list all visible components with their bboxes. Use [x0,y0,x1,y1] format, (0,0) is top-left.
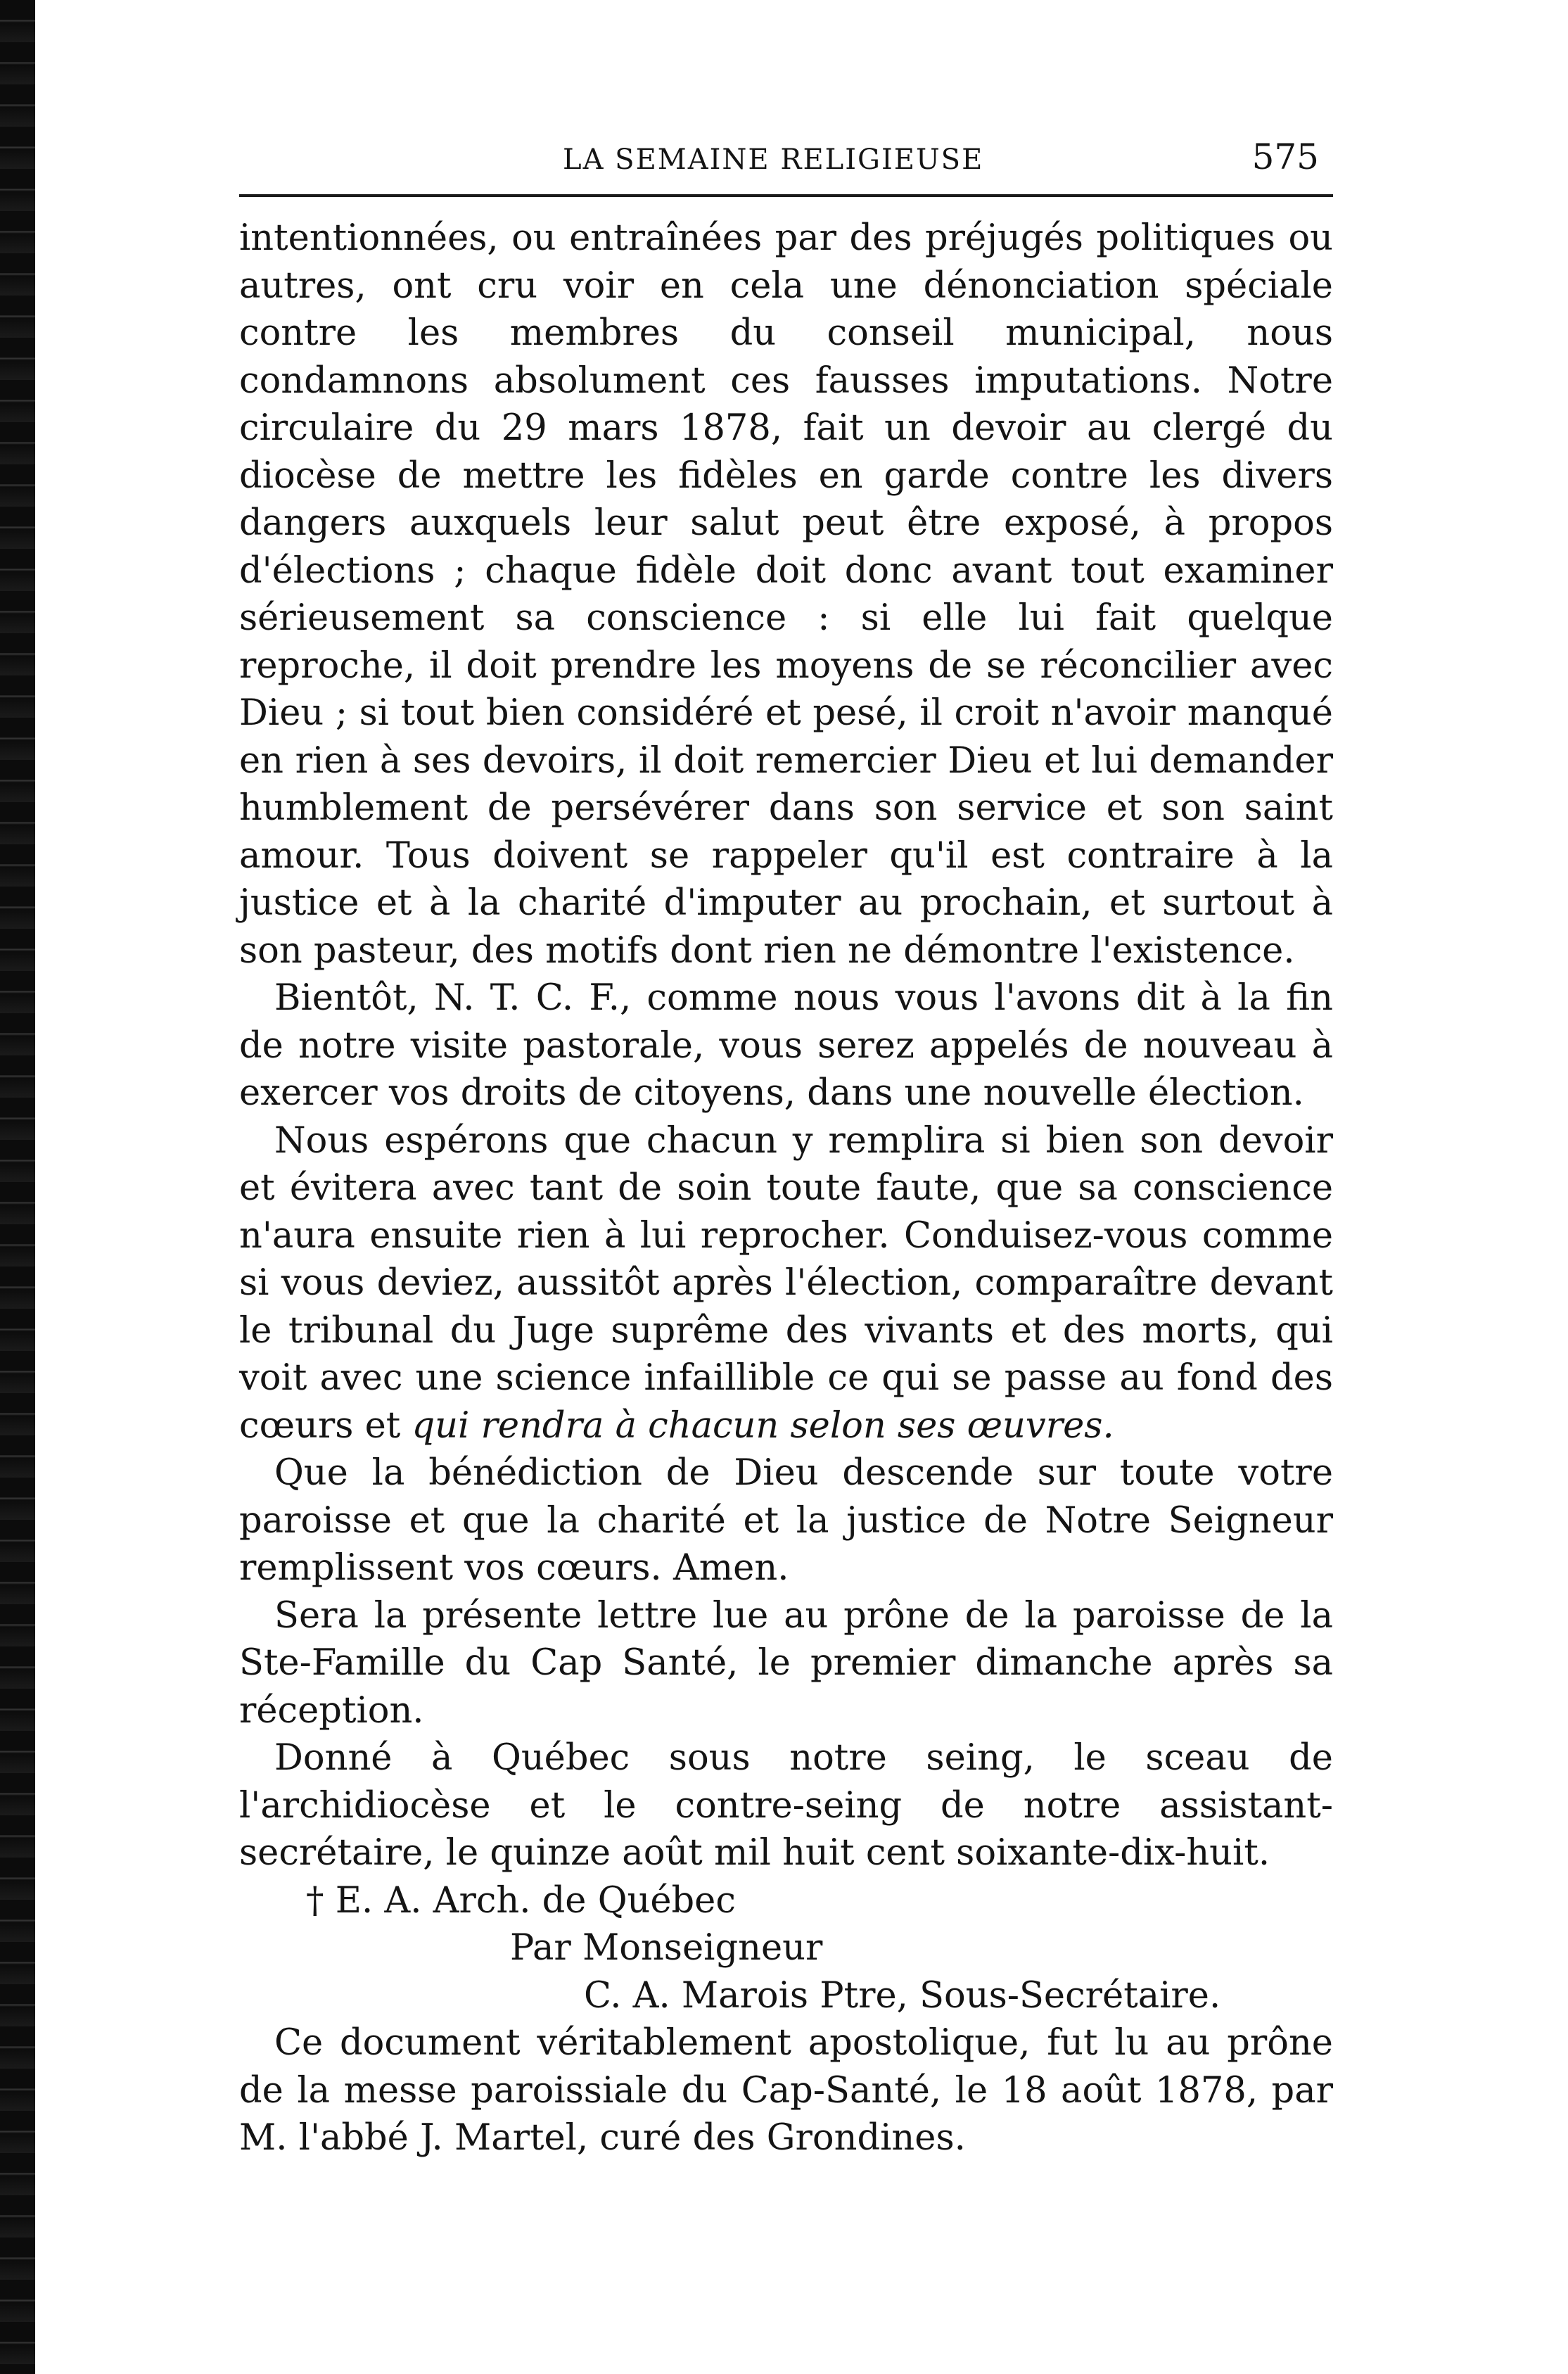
body-text [239,215,1333,2162]
paragraph-6: Donné à Québec sous notre seing, le sceau de l'archidiocèse et le contre-seing de notre assistant-secrétaire, le quinze août mil huit cent soixante-dix-huit. [239,1737,1333,1874]
paragraph-7: Ce document véritablement apostolique, fut lu au prône de la messe paroissiale du Cap-Santé, le 18 août 1878, par M. l'abbé J. Martel, curé des Grondines. [239,2022,1333,2159]
paragraph-2: Bientôt, N. T. C. F., comme nous vous l'avons dit à la fin de notre visite pastorale, vous serez appelés de nouveau à exercer vos droits de citoyens, dans une nouvelle élection. [239,977,1333,1114]
paragraph-5: Sera la présente lettre lue au prône de la paroisse de la Ste-Famille du Cap Santé, le premier dimanche après sa réception. [239,1594,1333,1732]
running-title: LA SEMAINE RELIGIEUSE [563,144,984,176]
paragraph-4: Que la bénédiction de Dieu descende sur toute votre paroisse et que la charité et la justice de Notre Seigneur remplissent vos cœurs. Amen. [239,1452,1333,1589]
header-rule [239,194,1333,197]
document-page [239,134,1333,2162]
paragraph-3-quote: qui rendra à chacun selon ses œuvres. [412,1404,1114,1447]
paragraph-1: intentionnées, ou entraînées par des préjugés politiques ou autres, ont cru voir en cela une dénonciation spéciale contre les membres du conseil municipal, nous condamnons absolument ces fausses imputations. Notre circulaire du 29 mars 1878, fait un devoir au clergé du diocèse de mettre les fidèles en garde contre les divers dangers auxquels leur salut peut être exposé, à propos d'élections ; chaque fidèle doit donc avant tout examiner sérieusement sa conscience : si elle lui fait quelque reproche, il doit prendre les moyens de se réconcilier avec Dieu ; si tout bien considéré et pesé, il croit n'avoir manqué en rien à ses devoirs, il doit remercier Dieu et lui demander humblement de persévérer dans son service et son saint amour. Tous doivent se rappeler qu'il est contraire à la justice et à la charité d'imputer au prochain, et surtout à son pasteur, des motifs dont rien ne démontre l'existence. [239,217,1333,972]
signature-archbishop: † E. A. Arch. de Québec [306,1879,736,1922]
page-number: 575 [1251,137,1319,177]
signature-par-monseigneur: Par Monseigneur [510,1927,823,1969]
book-spine-edge [0,0,35,2374]
signature-secretary: C. A. Marois Ptre, Sous-Secrétaire. [584,1974,1221,2017]
running-head [239,134,1333,197]
paragraph-3-text: Nous espérons que chacun y remplira si bien son devoir et évitera avec tant de soin toute faute, que sa conscience n'aura ensuite rien à lui reprocher. Conduisez-vous comme si vous deviez, aussitôt après l'élection, comparaître devant le tribunal du Juge suprême des vivants et des morts, qui voit avec une science infaillible ce qui se passe au fond des cœurs et [239,1119,1333,1447]
paragraph-3 [239,1117,1333,1450]
